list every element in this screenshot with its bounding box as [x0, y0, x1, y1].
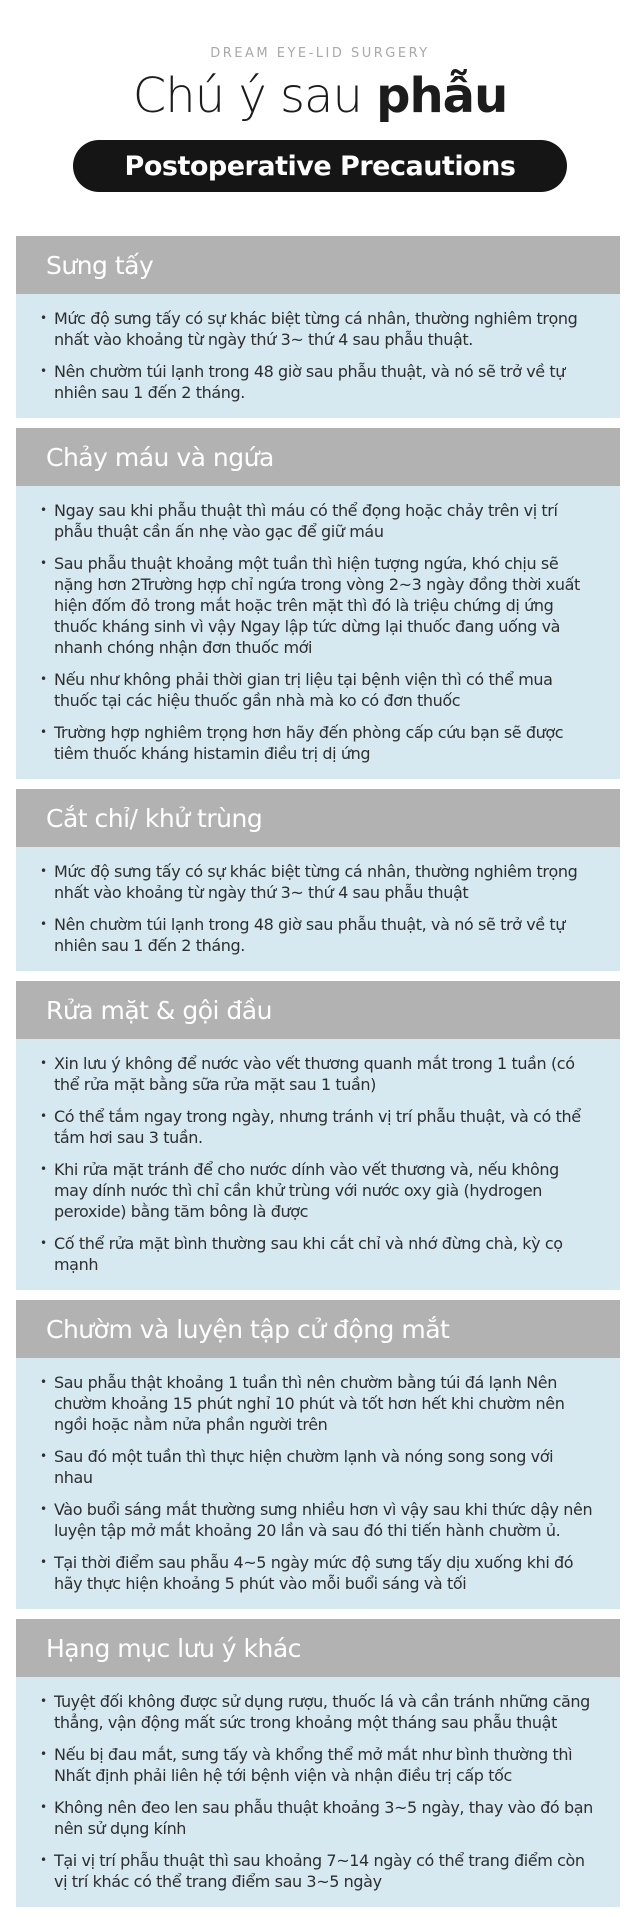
bullet-item: • Khi rửa mặt tránh để cho nước dính vào vết thương và, nếu không may dính nước thì chỉ cần khử trùng với nước oxy già (hydrogen peroxide) bằng tăm bông là được — [40, 1159, 596, 1222]
section-title: Chảy máu và ngứa — [46, 442, 274, 472]
section — [16, 1619, 620, 1907]
section-header — [16, 236, 620, 294]
section-body — [16, 1039, 620, 1290]
bullet-list — [40, 500, 596, 764]
bullet-item: • Sau phẫu thật khoảng 1 tuần thì nên chườm bằng túi đá lạnh Nên chườm khoảng 15 phút nghỉ 10 phút và tốt hơn hết khi chườm nên ngồi hoặc nằm nửa phần người trên — [40, 1372, 596, 1435]
section-title: Chườm và luyện tập cử động mắt — [46, 1314, 450, 1344]
section-title: Cắt chỉ/ khử trùng — [46, 803, 263, 833]
clinic-brand-text: DREAM EYE-LID SURGERY — [210, 46, 430, 61]
bullet-item: • Tại thời điểm sau phẫu 4~5 ngày mức độ sưng tấy dịu xuống khi đó hãy thực hiện khoảng 5 phút vào mỗi buổi sáng và tối — [40, 1552, 596, 1594]
bullet-list — [40, 1372, 596, 1594]
section-header — [16, 789, 620, 847]
page-title — [0, 69, 640, 124]
section — [16, 428, 620, 779]
section — [16, 981, 620, 1290]
bullet-item: • Vào buổi sáng mắt thường sưng nhiều hơn vì vậy sau khi thức dậy nên luyện tập mở mắt khoảng 20 lần và sau đó thi tiến hành chườm ủ. — [40, 1499, 596, 1541]
page-title-light-part: Chú ý sau — [132, 68, 377, 124]
bullet-item: • Nếu như không phải thời gian trị liệu tại bệnh viện thì có thể mua thuốc tại các hiệu thuốc gần nhà mà ko có đơn thuốc — [40, 669, 596, 711]
section-header — [16, 428, 620, 486]
bullet-item: • Có thể tắm ngay trong ngày, nhưng tránh vị trí phẫu thuật, và có thể tắm hơi sau 3 tuần. — [40, 1106, 596, 1148]
bullet-item: • Nên chườm túi lạnh trong 48 giờ sau phẫu thuật, và nó sẽ trở về tự nhiên sau 1 đến 2 tháng. — [40, 914, 596, 956]
section-title: Rửa mặt & gội đầu — [46, 995, 272, 1025]
bullet-list — [40, 308, 596, 403]
section-title: Hạng mục lưu ý khác — [46, 1633, 301, 1663]
bullet-list — [40, 861, 596, 956]
bullet-item: • Mức độ sưng tấy có sự khác biệt từng cá nhân, thường nghiêm trọng nhất vào khoảng từ ngày thứ 3~ thứ 4 sau phẫu thuật — [40, 861, 596, 903]
section — [16, 789, 620, 971]
page-header — [0, 46, 640, 192]
bullet-item: • Sau đó một tuần thì thực hiện chườm lạnh và nóng song song với nhau — [40, 1446, 596, 1488]
bullet-item: • Trường hợp nghiêm trọng hơn hãy đến phòng cấp cứu bạn sẽ được tiêm thuốc kháng histamin điều trị dị ứng — [40, 722, 596, 764]
bullet-item: • Tại vị trí phẫu thuật thì sau khoảng 7~14 ngày có thể trang điểm còn vị trí khác có thể trang điểm sau 3~5 ngày — [40, 1850, 596, 1892]
subtitle-badge: Postoperative Precautions — [73, 140, 567, 192]
section-body — [16, 294, 620, 418]
bullet-item: • Tuyệt đối không được sử dụng rượu, thuốc lá và cần tránh những căng thẳng, vận động mất sức trong khoảng một tháng sau phẫu thuật — [40, 1691, 596, 1733]
bullet-item: • Nếu bị đau mắt, sưng tấy và khổng thể mở mắt như bình thường thì Nhất định phải liên hệ tới bệnh viện và nhận điều trị cấp tốc — [40, 1744, 596, 1786]
section-body — [16, 1677, 620, 1907]
bullet-item: • Sau phẫu thuật khoảng một tuần thì hiện tượng ngứa, khó chịu sẽ nặng hơn 2Trường hợp chỉ ngứa trong vòng 2~3 ngày đồng thời xuất hiện đốm đỏ trong mắt hoặc trên mặt thì đó là triệu chứng dị ứng thuốc kháng sinh vì vậy Ngay lập tức dừng lại thuốc đang uống và nhanh chóng nhận đơn thuốc mới — [40, 553, 596, 658]
page-title-bold-part: phẫu — [376, 68, 508, 124]
bullet-item: • Cố thể rửa mặt bình thường sau khi cắt chỉ và nhớ đừng chà, kỳ cọ mạnh — [40, 1233, 596, 1275]
section-body — [16, 847, 620, 971]
sections-list — [0, 236, 640, 1907]
section-body — [16, 1358, 620, 1609]
section-header — [16, 981, 620, 1039]
section-header — [16, 1619, 620, 1677]
bullet-item: • Mức độ sưng tấy có sự khác biệt từng cá nhân, thường nghiêm trọng nhất vào khoảng từ ngày thứ 3~ thứ 4 sau phẫu thuật. — [40, 308, 596, 350]
bullet-item: • Không nên đeo len sau phẫu thuật khoảng 3~5 ngày, thay vào đó bạn nên sử dụng kính — [40, 1797, 596, 1839]
section — [16, 1300, 620, 1609]
section-header — [16, 1300, 620, 1358]
bullet-item: • Xin lưu ý không để nước vào vết thương quanh mắt trong 1 tuần (có thể rửa mặt bằng sữa rửa mặt sau 1 tuần) — [40, 1053, 596, 1095]
section — [16, 236, 620, 418]
section-body — [16, 486, 620, 779]
bullet-item: • Nên chườm túi lạnh trong 48 giờ sau phẫu thuật, và nó sẽ trở về tự nhiên sau 1 đến 2 tháng. — [40, 361, 596, 403]
bullet-list — [40, 1053, 596, 1275]
bullet-item: • Ngay sau khi phẫu thuật thì máu có thể đọng hoặc chảy trên vị trí phẫu thuật cần ấn nhẹ vào gạc để giữ máu — [40, 500, 596, 542]
bullet-list — [40, 1691, 596, 1892]
section-title: Sưng tấy — [46, 250, 154, 280]
